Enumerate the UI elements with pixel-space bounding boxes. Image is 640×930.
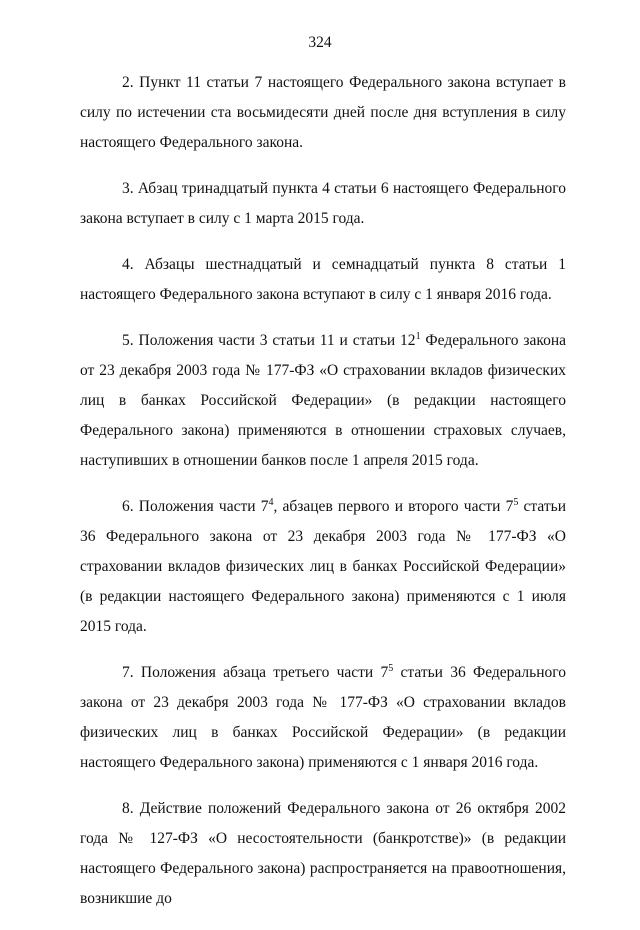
paragraph-6-part-2: , абзацев первого и второго части 7 <box>273 498 514 515</box>
paragraph-7-superscript: 5 <box>388 663 394 674</box>
paragraph-5-superscript: 1 <box>415 331 421 342</box>
paragraph-5-part-2: Федерального закона от 23 декабря 2003 года № 177-ФЗ «О страховании вкладов физических лиц в банках Российской Федерации» (в редакции настоящего Федерального закона) применяются в отношении страховых случаев, наступивших в отношении банков после 1 апреля 2015 года. <box>80 332 566 469</box>
document-body <box>80 68 566 930</box>
paragraph-6-superscript-2: 5 <box>513 497 519 508</box>
paragraph-6-part-1: 6. Положения части 7 <box>122 498 269 515</box>
paragraph-6-part-3: статьи 36 Федерального закона от 23 декабря 2003 года № 177-ФЗ «О страховании вкладов физических лиц в банках Российской Федерации» (в редакции настоящего Федерального закона) применяются с 1 июля 2015 года. <box>80 498 566 635</box>
paragraph-7 <box>80 658 566 778</box>
paragraph-7-part-2: статьи 36 Федерального закона от 23 декабря 2003 года № 177-ФЗ «О страховании вкладов физических лиц в банках Российской Федерации» (в редакции настоящего Федерального закона) применяются с 1 января 2016 года. <box>80 664 567 771</box>
paragraph-6 <box>80 492 566 642</box>
paragraph-4: 4. Абзацы шестнадцатый и семнадцатый пункта 8 статьи 1 настоящего Федерального закона вступают в силу с 1 января 2016 года. <box>80 256 566 303</box>
paragraph-5-part-1: 5. Положения части 3 статьи 11 и статьи 12 <box>122 332 416 349</box>
paragraph-3: 3. Абзац тринадцатый пункта 4 статьи 6 настоящего Федерального закона вступает в силу с 1 марта 2015 года. <box>80 180 566 227</box>
paragraph-7-part-1: 7. Положения абзаца третьего части 7 <box>122 664 389 681</box>
page-number: 324 <box>308 34 332 51</box>
paragraph-5 <box>80 326 566 476</box>
paragraph-6-superscript-1: 4 <box>268 497 274 508</box>
paragraph-2: 2. Пункт 11 статьи 7 настоящего Федерального закона вступает в силу по истечении ста восьмидесяти дней после дня вступления в силу настоящего Федерального закона. <box>80 74 566 151</box>
paragraph-8: 8. Действие положений Федерального закона от 26 октября 2002 года № 127-ФЗ «О несостоятельности (банкротстве)» (в редакции настоящего Федерального закона) распространяется на правоотношения, возникшие до <box>80 800 566 907</box>
